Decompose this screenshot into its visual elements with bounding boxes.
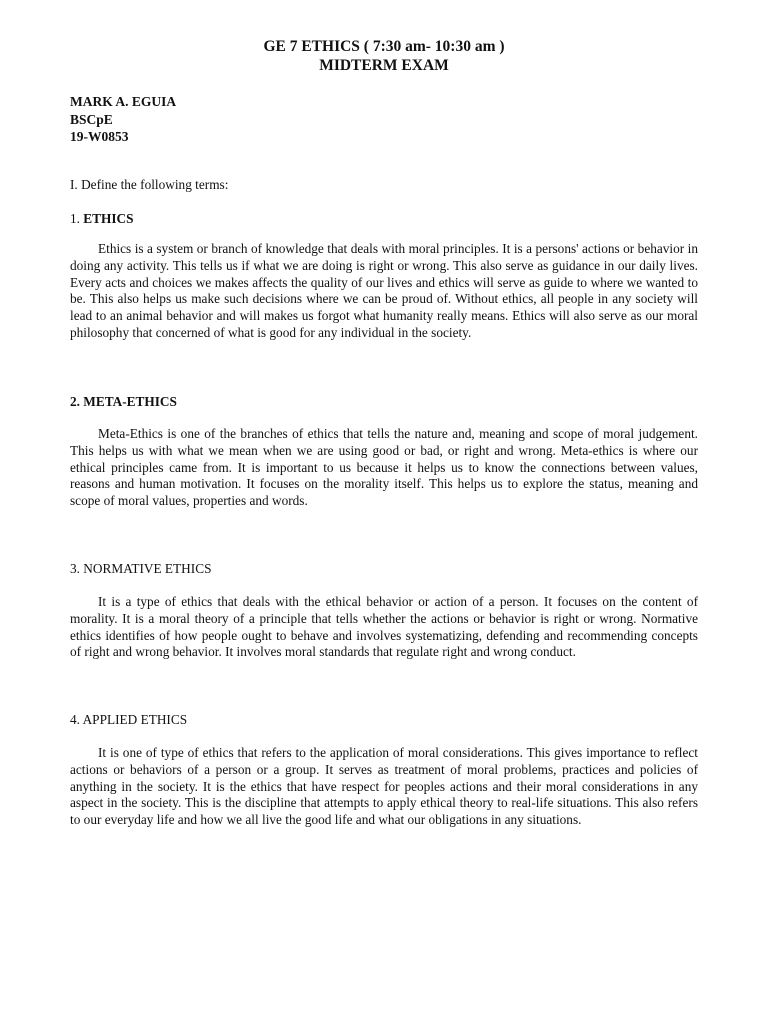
section-number: 2.	[70, 394, 84, 409]
section-number: 4.	[70, 712, 83, 727]
section-title: NORMATIVE ETHICS	[83, 561, 212, 576]
section-number: 1.	[70, 211, 84, 226]
section-heading-normative-ethics	[70, 560, 211, 577]
document-title	[70, 37, 698, 75]
section-body-ethics: Ethics is a system or branch of knowledge that deals with moral principles. It is a persons' actions or behavior in doing any activity. This tells us if what we are doing is right or wrong. This also serve as guidance in our daily lives. Every acts and choices we makes affects the quality of our lives and ethics will serve as guide to where we wanted to be. This also helps us make such decisions where we can be proud of. Without ethics, all people in any society will lead to an animal behavior and will makes us forgot what humanity really means. Ethics will also serve as our moral philosophy that concerned of what is good for any individual in the society.	[70, 241, 698, 340]
instruction: I. Define the following terms:	[70, 177, 229, 192]
section-body-normative-ethics: It is a type of ethics that deals with the ethical behavior or action of a person. It focuses on the content of morality. It is a moral theory of a principle that tells whether the actions or behavior is right or wrong. Normative ethics identifies of how people ought to behave and involves systematizing, defending and recommending concepts of right and wrong behavior. It involves moral standards that regulate right and wrong conduct.	[70, 594, 698, 660]
section-title: APPLIED ETHICS	[82, 712, 188, 727]
section-title: ETHICS	[83, 211, 134, 226]
exam-title: MIDTERM EXAM	[319, 57, 449, 74]
section-heading-ethics	[70, 210, 134, 227]
section-heading-applied-ethics	[70, 711, 187, 728]
student-id: 19-W0853	[70, 129, 129, 144]
student-program: BSCpE	[70, 111, 113, 127]
student-name: MARK A. EGUIA	[70, 94, 177, 109]
section-title: META-ETHICS	[83, 394, 177, 409]
section-number: 3.	[70, 561, 84, 576]
course-title: GE 7 ETHICS ( 7:30 am- 10:30 am )	[263, 38, 505, 55]
student-info	[70, 93, 176, 146]
section-body-meta-ethics: Meta-Ethics is one of the branches of ethics that tells the nature and, meaning and scope of moral judgement. This helps us with what we mean when we are using good or bad, or right and wrong. Meta-ethics is where our ethical principles came from. It is important to us because it helps us to know the connections between values, reasons and human motivation. It focuses on the morality itself. This helps us to explore the status, meaning and scope of moral values, properties and words.	[70, 426, 698, 509]
section-body-applied-ethics: It is one of type of ethics that refers to the application of moral considerations. This gives importance to reflect actions or behaviors of a person or a group. It serves as treatment of moral problems, practices and policies of anything in the society. It is the ethics that have respect for peoples actions and their moral considerations in any aspect in the society. This is the discipline that attempts to apply ethical theory to real-life situations. This also refers to our everyday life and how we all live the good life and what our obligations in any situations.	[70, 745, 698, 828]
section-heading-meta-ethics	[70, 393, 177, 410]
